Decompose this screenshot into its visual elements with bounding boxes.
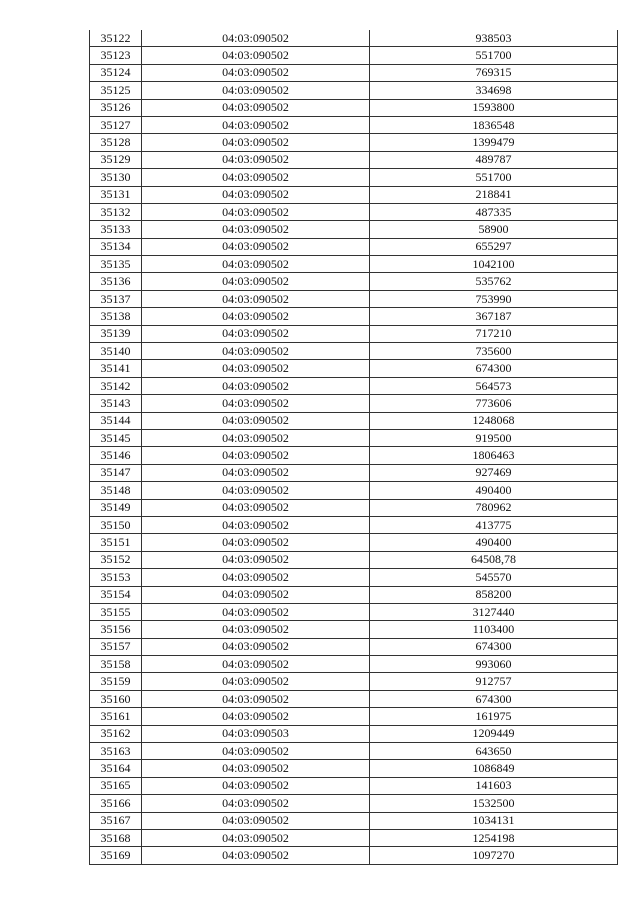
row-number-cell: 35169 [90, 847, 142, 864]
row-number-cell: 35158 [90, 656, 142, 673]
amount-cell: 161975 [370, 708, 618, 725]
row-number-cell: 35167 [90, 812, 142, 829]
row-number-cell: 35125 [90, 82, 142, 99]
code-cell: 04:03:090502 [142, 186, 370, 203]
table-row [90, 673, 618, 690]
amount-cell: 1042100 [370, 256, 618, 273]
row-number-cell: 35146 [90, 447, 142, 464]
row-number-cell: 35128 [90, 134, 142, 151]
amount-cell: 367187 [370, 308, 618, 325]
row-number-cell: 35132 [90, 203, 142, 220]
amount-cell: 655297 [370, 238, 618, 255]
amount-cell: 3127440 [370, 603, 618, 620]
code-cell: 04:03:090502 [142, 47, 370, 64]
table-row [90, 238, 618, 255]
code-cell: 04:03:090502 [142, 708, 370, 725]
amount-cell: 64508,78 [370, 551, 618, 568]
code-cell: 04:03:090502 [142, 360, 370, 377]
code-cell: 04:03:090502 [142, 464, 370, 481]
row-number-cell: 35153 [90, 569, 142, 586]
table-row [90, 569, 618, 586]
table-row [90, 134, 618, 151]
code-cell: 04:03:090502 [142, 203, 370, 220]
table-row [90, 273, 618, 290]
table-row [90, 325, 618, 342]
table-row [90, 829, 618, 846]
row-number-cell: 35160 [90, 690, 142, 707]
row-number-cell: 35142 [90, 377, 142, 394]
amount-cell: 1806463 [370, 447, 618, 464]
amount-cell: 545570 [370, 569, 618, 586]
amount-cell: 717210 [370, 325, 618, 342]
table-row [90, 203, 618, 220]
row-number-cell: 35155 [90, 603, 142, 620]
amount-cell: 773606 [370, 395, 618, 412]
amount-cell: 58900 [370, 221, 618, 238]
code-cell: 04:03:090502 [142, 325, 370, 342]
table-row [90, 534, 618, 551]
code-cell: 04:03:090502 [142, 343, 370, 360]
row-number-cell: 35151 [90, 534, 142, 551]
table-row [90, 429, 618, 446]
row-number-cell: 35145 [90, 429, 142, 446]
amount-cell: 564573 [370, 377, 618, 394]
code-cell: 04:03:090502 [142, 290, 370, 307]
amount-cell: 643650 [370, 743, 618, 760]
code-cell: 04:03:090502 [142, 82, 370, 99]
code-cell: 04:03:090502 [142, 847, 370, 864]
amount-cell: 735600 [370, 343, 618, 360]
amount-cell: 938503 [370, 30, 618, 47]
amount-cell: 1399479 [370, 134, 618, 151]
table-row [90, 760, 618, 777]
table-row [90, 82, 618, 99]
table-row [90, 795, 618, 812]
table-row [90, 516, 618, 533]
amount-cell: 141603 [370, 777, 618, 794]
amount-cell: 413775 [370, 516, 618, 533]
code-cell: 04:03:090502 [142, 377, 370, 394]
row-number-cell: 35159 [90, 673, 142, 690]
code-cell: 04:03:090502 [142, 673, 370, 690]
code-cell: 04:03:090502 [142, 638, 370, 655]
code-cell: 04:03:090502 [142, 64, 370, 81]
code-cell: 04:03:090502 [142, 238, 370, 255]
table-row [90, 343, 618, 360]
table-row [90, 551, 618, 568]
row-number-cell: 35133 [90, 221, 142, 238]
table-row [90, 638, 618, 655]
amount-cell: 780962 [370, 499, 618, 516]
amount-cell: 769315 [370, 64, 618, 81]
row-number-cell: 35130 [90, 169, 142, 186]
amount-cell: 1034131 [370, 812, 618, 829]
table-row [90, 708, 618, 725]
row-number-cell: 35137 [90, 290, 142, 307]
table-row [90, 30, 618, 47]
code-cell: 04:03:090502 [142, 743, 370, 760]
code-cell: 04:03:090502 [142, 273, 370, 290]
table-row [90, 377, 618, 394]
table-row [90, 743, 618, 760]
code-cell: 04:03:090502 [142, 603, 370, 620]
row-number-cell: 35166 [90, 795, 142, 812]
row-number-cell: 35131 [90, 186, 142, 203]
code-cell: 04:03:090502 [142, 30, 370, 47]
row-number-cell: 35138 [90, 308, 142, 325]
row-number-cell: 35144 [90, 412, 142, 429]
table-row [90, 482, 618, 499]
amount-cell: 1209449 [370, 725, 618, 742]
amount-cell: 1593800 [370, 99, 618, 116]
table-row [90, 169, 618, 186]
table-row [90, 151, 618, 168]
amount-cell: 674300 [370, 638, 618, 655]
table-body [90, 30, 618, 864]
code-cell: 04:03:090502 [142, 256, 370, 273]
data-table [89, 30, 618, 865]
table-row [90, 603, 618, 620]
code-cell: 04:03:090502 [142, 151, 370, 168]
amount-cell: 1532500 [370, 795, 618, 812]
code-cell: 04:03:090502 [142, 395, 370, 412]
amount-cell: 753990 [370, 290, 618, 307]
table-row [90, 656, 618, 673]
code-cell: 04:03:090502 [142, 656, 370, 673]
code-cell: 04:03:090503 [142, 725, 370, 742]
amount-cell: 1248068 [370, 412, 618, 429]
table-row [90, 464, 618, 481]
code-cell: 04:03:090502 [142, 812, 370, 829]
row-number-cell: 35168 [90, 829, 142, 846]
table-row [90, 64, 618, 81]
code-cell: 04:03:090502 [142, 534, 370, 551]
row-number-cell: 35163 [90, 743, 142, 760]
row-number-cell: 35129 [90, 151, 142, 168]
code-cell: 04:03:090502 [142, 586, 370, 603]
table-row [90, 290, 618, 307]
row-number-cell: 35124 [90, 64, 142, 81]
row-number-cell: 35156 [90, 621, 142, 638]
amount-cell: 489787 [370, 151, 618, 168]
row-number-cell: 35164 [90, 760, 142, 777]
code-cell: 04:03:090502 [142, 221, 370, 238]
row-number-cell: 35127 [90, 116, 142, 133]
code-cell: 04:03:090502 [142, 134, 370, 151]
row-number-cell: 35162 [90, 725, 142, 742]
amount-cell: 1103400 [370, 621, 618, 638]
amount-cell: 1836548 [370, 116, 618, 133]
code-cell: 04:03:090502 [142, 621, 370, 638]
amount-cell: 912757 [370, 673, 618, 690]
amount-cell: 334698 [370, 82, 618, 99]
row-number-cell: 35148 [90, 482, 142, 499]
code-cell: 04:03:090502 [142, 829, 370, 846]
row-number-cell: 35134 [90, 238, 142, 255]
table-row [90, 447, 618, 464]
amount-cell: 1254198 [370, 829, 618, 846]
code-cell: 04:03:090502 [142, 308, 370, 325]
code-cell: 04:03:090502 [142, 690, 370, 707]
row-number-cell: 35140 [90, 343, 142, 360]
code-cell: 04:03:090502 [142, 447, 370, 464]
row-number-cell: 35152 [90, 551, 142, 568]
code-cell: 04:03:090502 [142, 482, 370, 499]
amount-cell: 674300 [370, 360, 618, 377]
row-number-cell: 35122 [90, 30, 142, 47]
row-number-cell: 35136 [90, 273, 142, 290]
row-number-cell: 35139 [90, 325, 142, 342]
row-number-cell: 35149 [90, 499, 142, 516]
row-number-cell: 35141 [90, 360, 142, 377]
code-cell: 04:03:090502 [142, 116, 370, 133]
amount-cell: 487335 [370, 203, 618, 220]
table-row [90, 221, 618, 238]
amount-cell: 551700 [370, 169, 618, 186]
row-number-cell: 35154 [90, 586, 142, 603]
row-number-cell: 35150 [90, 516, 142, 533]
code-cell: 04:03:090502 [142, 99, 370, 116]
code-cell: 04:03:090502 [142, 412, 370, 429]
amount-cell: 218841 [370, 186, 618, 203]
amount-cell: 993060 [370, 656, 618, 673]
amount-cell: 674300 [370, 690, 618, 707]
table-row [90, 499, 618, 516]
row-number-cell: 35165 [90, 777, 142, 794]
table-row [90, 412, 618, 429]
code-cell: 04:03:090502 [142, 516, 370, 533]
amount-cell: 535762 [370, 273, 618, 290]
row-number-cell: 35143 [90, 395, 142, 412]
table-row [90, 395, 618, 412]
row-number-cell: 35161 [90, 708, 142, 725]
amount-cell: 1097270 [370, 847, 618, 864]
table-row [90, 47, 618, 64]
code-cell: 04:03:090502 [142, 429, 370, 446]
code-cell: 04:03:090502 [142, 795, 370, 812]
row-number-cell: 35123 [90, 47, 142, 64]
code-cell: 04:03:090502 [142, 777, 370, 794]
row-number-cell: 35126 [90, 99, 142, 116]
table-row [90, 812, 618, 829]
amount-cell: 1086849 [370, 760, 618, 777]
table-row [90, 847, 618, 864]
table-row [90, 308, 618, 325]
table-row [90, 360, 618, 377]
table-row [90, 777, 618, 794]
row-number-cell: 35147 [90, 464, 142, 481]
table-row [90, 725, 618, 742]
code-cell: 04:03:090502 [142, 569, 370, 586]
table-row [90, 586, 618, 603]
row-number-cell: 35157 [90, 638, 142, 655]
amount-cell: 551700 [370, 47, 618, 64]
table-row [90, 690, 618, 707]
table-row [90, 186, 618, 203]
amount-cell: 919500 [370, 429, 618, 446]
code-cell: 04:03:090502 [142, 760, 370, 777]
table-row [90, 116, 618, 133]
amount-cell: 927469 [370, 464, 618, 481]
table-row [90, 621, 618, 638]
code-cell: 04:03:090502 [142, 169, 370, 186]
table-row [90, 256, 618, 273]
code-cell: 04:03:090502 [142, 499, 370, 516]
code-cell: 04:03:090502 [142, 551, 370, 568]
table-row [90, 99, 618, 116]
amount-cell: 490400 [370, 482, 618, 499]
amount-cell: 490400 [370, 534, 618, 551]
row-number-cell: 35135 [90, 256, 142, 273]
amount-cell: 858200 [370, 586, 618, 603]
